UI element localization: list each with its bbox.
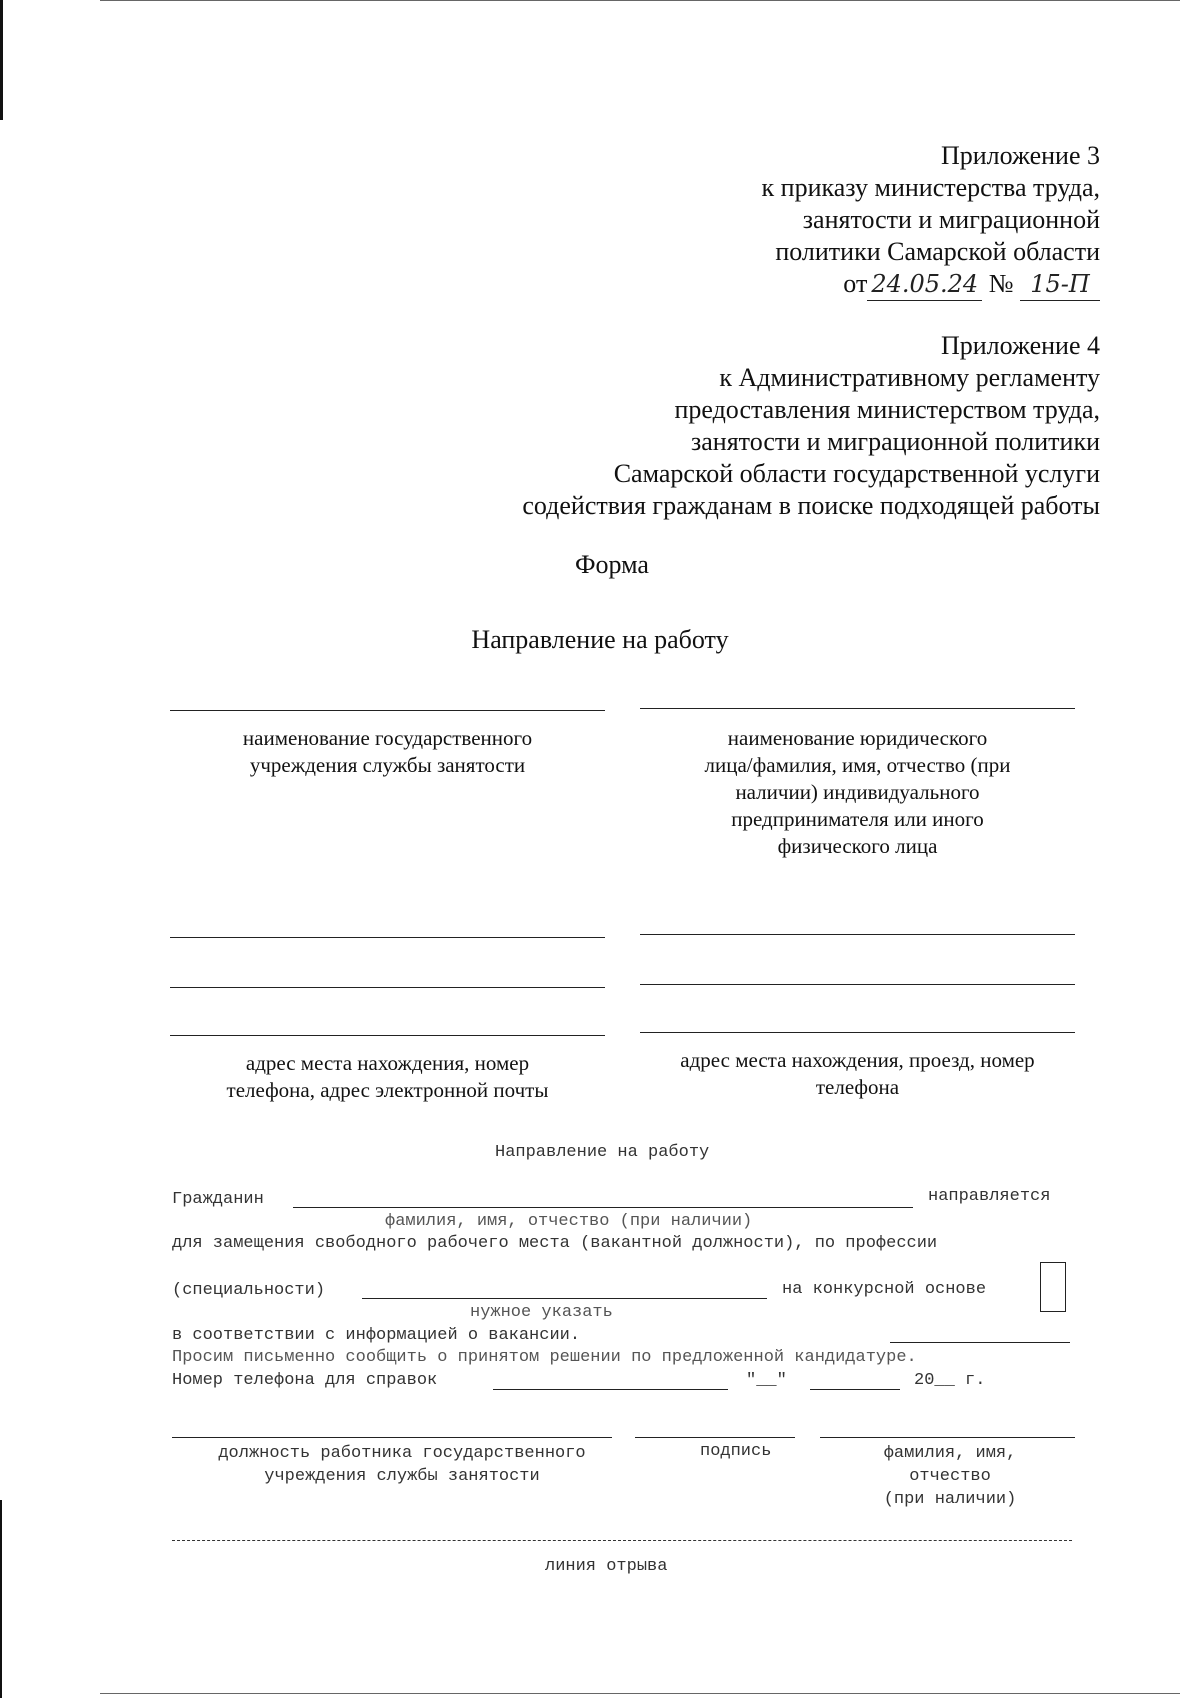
form-label: Форма xyxy=(575,550,649,579)
number-prefix: № xyxy=(988,269,1014,298)
according-line: в соответствии с информацией о вакансии. xyxy=(172,1326,581,1345)
specialty-line xyxy=(362,1298,767,1299)
according-blank-line xyxy=(890,1342,1070,1343)
month-line xyxy=(810,1389,900,1390)
phone-label: Номер телефона для справок xyxy=(172,1371,438,1390)
address-line-right xyxy=(640,1032,1075,1033)
competitive-label: на конкурсной основе xyxy=(782,1280,987,1299)
scan-top-border xyxy=(100,0,1180,1)
fio-hint: фамилия, имя, отчество (при наличии) xyxy=(385,1212,753,1231)
vacancy-line: для замещения свободного рабочего места (вакантной должности), по профессии xyxy=(172,1234,938,1253)
handwritten-number: 15-П xyxy=(1020,268,1100,301)
header-regulation-block xyxy=(200,330,1100,522)
citizen-fio-line xyxy=(293,1207,913,1208)
address-line-right xyxy=(640,934,1075,935)
handwritten-date: 24.05.24 xyxy=(867,268,982,301)
header-order-line: Приложение 3 xyxy=(940,141,1100,170)
header-regulation-line: занятости и миграционной политики xyxy=(690,427,1100,456)
scan-edge-mark xyxy=(0,1500,2,1698)
org-name-line-left xyxy=(170,710,605,711)
directed-label: направляется xyxy=(928,1187,1051,1206)
year-label: 20__ г. xyxy=(914,1371,986,1390)
address-line-right xyxy=(640,984,1075,985)
document-title: Направление на работу xyxy=(471,625,729,654)
header-regulation-line: содействия гражданам в поиске подходящей работы xyxy=(522,491,1100,520)
org-name-line-right xyxy=(640,708,1075,709)
header-regulation-line: Самарской области государственной услуги xyxy=(613,459,1100,488)
header-regulation-line: Приложение 4 xyxy=(940,331,1100,360)
header-order-line: политики Самарской области xyxy=(775,237,1100,266)
fio-caption: фамилия, имя, отчество (при наличии) xyxy=(883,1444,1017,1509)
signature-caption: подпись xyxy=(700,1442,772,1461)
header-regulation-line: предоставления министерством труда, xyxy=(674,395,1100,424)
header-order-date-line xyxy=(300,268,1100,301)
address-caption-right: адрес места нахождения, проезд, номер телефона xyxy=(680,1048,1035,1099)
tear-line xyxy=(172,1540,1072,1541)
scan-bottom-border xyxy=(100,1693,1180,1694)
address-caption-left: адрес места нахождения, номер телефона, адрес электронной почты xyxy=(226,1051,549,1102)
address-line-left xyxy=(170,937,605,938)
fio-sign-line xyxy=(820,1437,1075,1438)
address-line-left xyxy=(170,1035,605,1036)
competitive-checkbox[interactable] xyxy=(1040,1262,1066,1312)
signature-line xyxy=(635,1437,795,1438)
scan-edge-mark xyxy=(0,0,3,120)
position-caption: должность работника государственного учреждения службы занятости xyxy=(218,1444,586,1486)
citizen-label: Гражданин xyxy=(172,1190,264,1209)
specialty-label: (специальности) xyxy=(172,1281,326,1300)
position-line xyxy=(172,1437,612,1438)
header-order-line: к приказу министерства труда, xyxy=(761,173,1100,202)
org-caption-right: наименование юридического лица/фамилия, имя, отчество (при наличии) индивидуального предпринимателя или иного физического лица xyxy=(704,726,1011,858)
address-line-left xyxy=(170,987,605,988)
date-quotes: "__" xyxy=(746,1371,787,1390)
tear-line-caption: линия отрыва xyxy=(545,1557,668,1576)
request-line: Просим письменно сообщить о принятом решении по предложенной кандидатуре. xyxy=(172,1348,917,1367)
body-subtitle: Направление на работу xyxy=(495,1143,710,1162)
date-prefix: от xyxy=(843,269,868,298)
phone-line xyxy=(493,1389,728,1390)
header-order-block xyxy=(300,140,1100,301)
header-order-line: занятости и миграционной xyxy=(802,205,1100,234)
org-caption-left: наименование государственного учреждения службы занятости xyxy=(242,726,533,777)
needed-hint: нужное указать xyxy=(470,1303,613,1322)
header-regulation-line: к Административному регламенту xyxy=(719,363,1100,392)
